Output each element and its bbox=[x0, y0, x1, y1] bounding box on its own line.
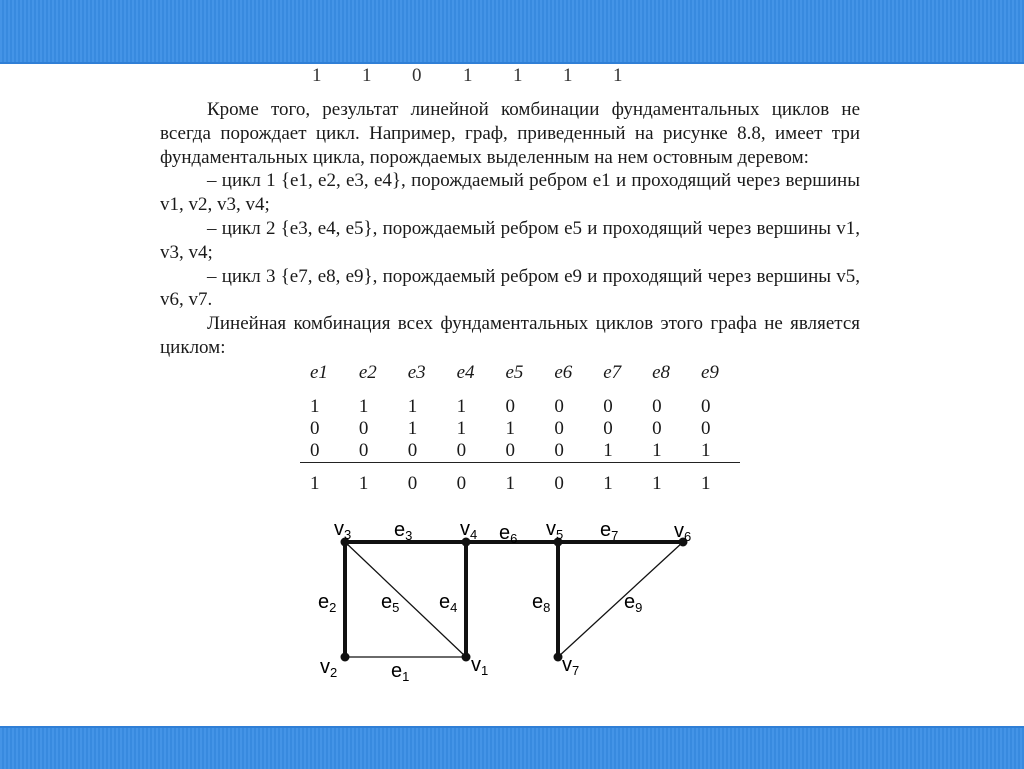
vertex-label-v1: $v_1$ bbox=[471, 654, 489, 678]
edge-label-e7: $e_7$ bbox=[600, 519, 619, 543]
body-text bbox=[160, 98, 860, 360]
cut-cell: 1 bbox=[513, 65, 523, 86]
table-cell: 1 bbox=[456, 396, 467, 417]
graph-diagram bbox=[300, 505, 740, 705]
table-cell: 0 bbox=[447, 440, 496, 463]
table-cell: 0 bbox=[310, 418, 320, 439]
paragraph-conclusion: Линейная комбинация всех фундаментальных циклов этого графа не является циклом: bbox=[160, 313, 860, 358]
edge-label-e4: $e_4$ bbox=[439, 591, 458, 615]
edge-header: e8 bbox=[652, 362, 671, 383]
edge-header: e9 bbox=[701, 362, 719, 383]
table-cell: 0 bbox=[505, 396, 515, 417]
table-cell: 1 bbox=[407, 396, 418, 417]
vertex-label-v7: $v_7$ bbox=[562, 654, 580, 678]
cycle-1-item: – цикл 1 {e1, e2, e3, e4}, порождаемый ребром e1 и проходящий через вершины v1, v2, v3, v4; bbox=[160, 170, 860, 216]
edge-header: e4 bbox=[456, 362, 475, 383]
cycle-vector-table bbox=[300, 360, 740, 499]
result-cell: 1 bbox=[310, 473, 320, 494]
bottom-banner bbox=[0, 726, 1024, 769]
cut-cell: 1 bbox=[613, 65, 623, 86]
table-cell: 1 bbox=[310, 396, 320, 417]
table-cell: 1 bbox=[593, 440, 642, 463]
table-cell: 0 bbox=[701, 396, 711, 417]
table-cell: 1 bbox=[358, 396, 369, 417]
result-cell: 1 bbox=[701, 473, 711, 494]
vertex-label-v4: $v_4$ bbox=[460, 518, 478, 542]
table-cell: 0 bbox=[496, 440, 545, 463]
vertex-label-v5: $v_5$ bbox=[546, 518, 564, 542]
result-cell: 0 bbox=[554, 473, 564, 494]
edge-header: e7 bbox=[603, 362, 622, 383]
table-cell: 0 bbox=[554, 418, 564, 439]
cut-cell: 0 bbox=[412, 65, 422, 86]
edge-header: e2 bbox=[358, 362, 377, 383]
result-cell: 1 bbox=[358, 473, 369, 494]
table-cell: 0 bbox=[603, 396, 613, 417]
edge-e9 bbox=[558, 542, 683, 657]
vertex-v1 bbox=[462, 653, 471, 662]
table-cell: 0 bbox=[603, 418, 613, 439]
edge-label-e5: $e_5$ bbox=[381, 591, 400, 615]
table-cell: 1 bbox=[407, 418, 418, 439]
edge-label-e1: $e_1$ bbox=[391, 660, 410, 684]
edge-header: e6 bbox=[554, 362, 573, 383]
edge-label-e9: $e_9$ bbox=[624, 591, 643, 615]
vertex-label-v6: $v_6$ bbox=[674, 520, 692, 544]
edge-label-e3: $e_3$ bbox=[394, 519, 413, 543]
result-cell: 0 bbox=[456, 473, 467, 494]
table-cell: 1 bbox=[456, 418, 467, 439]
table-cell: 0 bbox=[652, 418, 662, 439]
cut-cell: 1 bbox=[463, 65, 473, 86]
table-row bbox=[300, 418, 740, 440]
edge-header: e3 bbox=[407, 362, 426, 383]
table-row bbox=[300, 396, 740, 418]
cut-cell: 1 bbox=[312, 65, 322, 86]
vertex-v2 bbox=[341, 653, 350, 662]
table-cell: 0 bbox=[701, 418, 711, 439]
table-cell: 0 bbox=[349, 440, 398, 463]
table-row bbox=[300, 440, 740, 463]
table-cell: 1 bbox=[691, 440, 740, 463]
edge-label-e6: $e_6$ bbox=[499, 522, 518, 546]
table-cell: 0 bbox=[300, 440, 349, 463]
table-cell: 1 bbox=[505, 418, 515, 439]
table-header-row bbox=[300, 360, 740, 386]
edge-label-e8: $e_8$ bbox=[532, 591, 551, 615]
table-cell: 0 bbox=[652, 396, 662, 417]
cut-cell: 1 bbox=[563, 65, 573, 86]
table-cell: 1 bbox=[642, 440, 691, 463]
result-cell: 1 bbox=[505, 473, 515, 494]
result-cell: 0 bbox=[407, 473, 418, 494]
cut-off-row bbox=[300, 64, 640, 86]
cycle-3-item: – цикл 3 {e7, e8, e9}, порождаемый ребром e9 и проходящий через вершины v5, v6, v7. bbox=[160, 265, 860, 311]
paragraph-intro: Кроме того, результат линейной комбинации фундаментальных циклов не всегда порождает цикл. Например, граф, приведенный на рисунке 8.8, имеет три фундаментальных цикла, порождаемых выделенным на нем остовным деревом: bbox=[160, 99, 860, 168]
edge-header: e1 bbox=[310, 362, 328, 383]
cycle-2-item: – цикл 2 {e3, e4, e5}, порождаемый ребром e5 и проходящий через вершины v1, v3, v4; bbox=[160, 217, 860, 263]
edge-header: e5 bbox=[505, 362, 524, 383]
table-result-row bbox=[300, 463, 740, 500]
table-cell: 0 bbox=[544, 440, 593, 463]
result-cell: 1 bbox=[603, 473, 613, 494]
table-cell: 0 bbox=[554, 396, 564, 417]
cut-cell: 1 bbox=[362, 65, 372, 86]
vertex-label-v3: $v_3$ bbox=[334, 518, 352, 542]
edge-label-e2: $e_2$ bbox=[318, 591, 337, 615]
table-cell: 0 bbox=[398, 440, 447, 463]
top-banner bbox=[0, 0, 1024, 64]
vertex-label-v2: $v_2$ bbox=[320, 656, 338, 680]
result-cell: 1 bbox=[652, 473, 662, 494]
table-cell: 0 bbox=[358, 418, 369, 439]
